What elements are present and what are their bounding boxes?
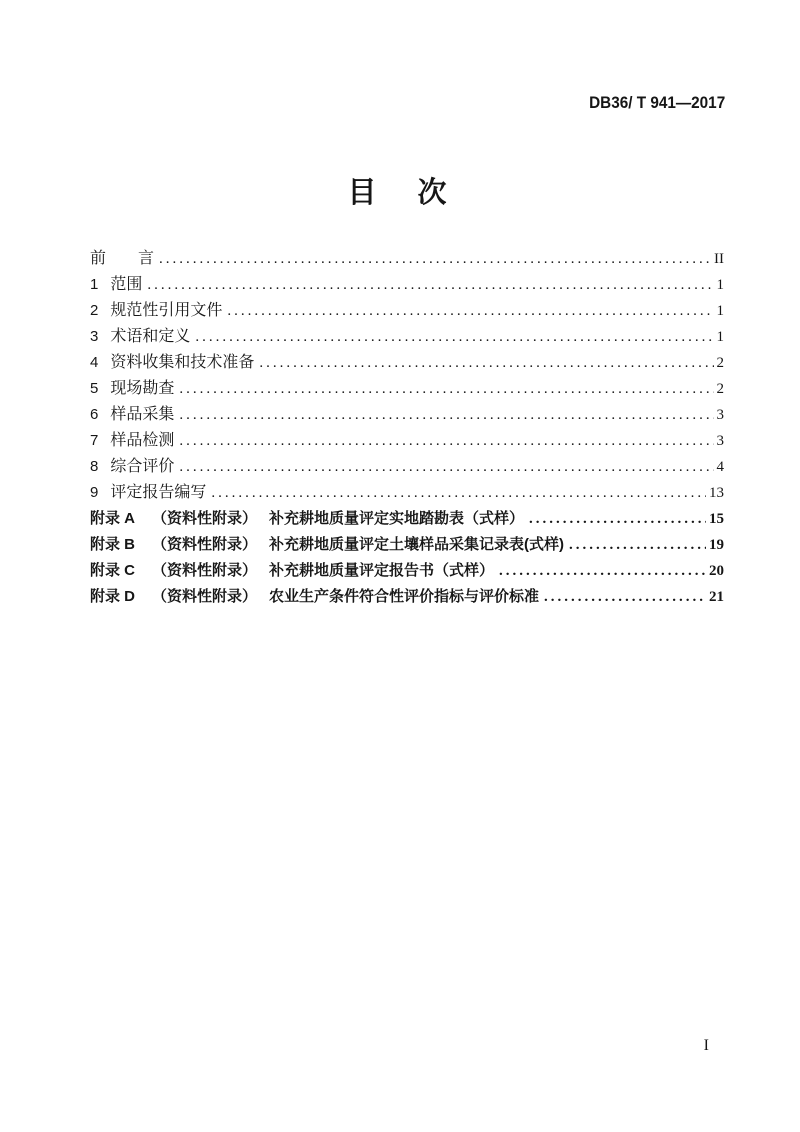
toc-entry-label: 附录 D — [90, 588, 136, 605]
toc-row-annex-b — [90, 532, 724, 558]
dot-leader — [211, 480, 706, 506]
toc-entry-page: 13 — [709, 485, 724, 501]
dot-leader — [147, 272, 713, 298]
toc-entry-label: 附录 A — [90, 510, 136, 527]
dot-leader — [544, 584, 706, 610]
toc-row-annex-c — [90, 558, 724, 584]
toc-entry-title: 补充耕地质量评定土壤样品采集记录表(式样) — [269, 536, 565, 553]
toc-entry-title: 规范性引用文件 — [110, 302, 223, 319]
dot-leader — [529, 506, 706, 532]
dot-leader — [179, 402, 713, 428]
toc-entry-page: 2 — [716, 381, 724, 397]
toc-entry-title: 补充耕地质量评定实地踏勘表（式样） — [269, 510, 525, 527]
toc-entry-label: 2 — [90, 302, 99, 319]
toc-entry-title: 补充耕地质量评定报告书（式样） — [269, 562, 495, 579]
toc-entry-page: 3 — [716, 433, 724, 449]
toc-row-terms-definitions — [90, 324, 724, 350]
toc-row-report-writing — [90, 480, 724, 506]
toc-row-foreword — [90, 246, 724, 272]
toc-entry-label: 附录 C — [90, 562, 136, 579]
toc-row-comprehensive-evaluation — [90, 454, 724, 480]
standard-number: DB36/ T 941—2017 — [588, 93, 725, 112]
toc-entry-page: 15 — [709, 511, 724, 527]
toc-entry-note: （资料性附录） — [152, 536, 258, 553]
toc-row-scope — [90, 272, 724, 298]
dot-leader — [179, 454, 713, 480]
dot-leader — [179, 376, 713, 402]
toc-row-annex-d — [90, 584, 724, 610]
toc-entry-page: 1 — [716, 303, 724, 319]
toc-entry-note: （资料性附录） — [152, 588, 258, 605]
toc-entry-title: 资料收集和技术准备 — [110, 354, 255, 371]
toc-entry-page: 21 — [709, 589, 724, 605]
toc-entry-label: 1 — [90, 276, 99, 293]
table-of-contents — [90, 246, 724, 610]
page-title: 目 次 — [347, 177, 453, 209]
toc-entry-label: 9 — [90, 484, 99, 501]
toc-entry-note: （资料性附录） — [152, 510, 258, 527]
toc-entry-title: 综合评价 — [110, 458, 175, 475]
dot-leader — [569, 532, 706, 558]
toc-entry-note: （资料性附录） — [152, 562, 258, 579]
footer-page-number: I — [703, 1037, 709, 1054]
toc-entry-label: 4 — [90, 354, 99, 371]
toc-entry-label: 8 — [90, 458, 99, 475]
dot-leader — [227, 298, 713, 324]
toc-row-sample-collection — [90, 402, 724, 428]
toc-row-normative-references — [90, 298, 724, 324]
toc-entry-label: 6 — [90, 406, 99, 423]
dot-leader — [195, 324, 713, 350]
toc-entry-label: 3 — [90, 328, 99, 345]
toc-row-annex-a — [90, 506, 724, 532]
toc-entry-page: 20 — [709, 563, 724, 579]
toc-row-sample-testing — [90, 428, 724, 454]
toc-entry-title: 农业生产条件符合性评价指标与评价标准 — [269, 588, 540, 605]
toc-entry-title: 范围 — [110, 276, 143, 293]
toc-entry-page: 1 — [716, 329, 724, 345]
toc-entry-title: 术语和定义 — [110, 328, 191, 345]
toc-entry-page: 3 — [716, 407, 724, 423]
dot-leader — [159, 246, 711, 272]
dot-leader — [499, 558, 706, 584]
toc-entry-page: 1 — [716, 277, 724, 293]
toc-entry-page: II — [714, 251, 724, 267]
toc-entry-label: 5 — [90, 380, 99, 397]
dot-leader — [259, 350, 713, 376]
toc-entry-title: 评定报告编写 — [110, 484, 207, 501]
toc-row-data-collection — [90, 350, 724, 376]
toc-entry-title: 现场勘查 — [110, 380, 175, 397]
toc-entry-title: 样品检测 — [110, 432, 175, 449]
toc-entry-page: 4 — [716, 459, 724, 475]
toc-entry-title: 样品采集 — [110, 406, 175, 423]
toc-entry-title: 前 言 — [90, 250, 155, 267]
toc-row-field-survey — [90, 376, 724, 402]
toc-entry-page: 2 — [716, 355, 724, 371]
toc-entry-label: 附录 B — [90, 536, 136, 553]
toc-entry-label: 7 — [90, 432, 99, 449]
toc-entry-page: 19 — [709, 537, 724, 553]
dot-leader — [179, 428, 713, 454]
